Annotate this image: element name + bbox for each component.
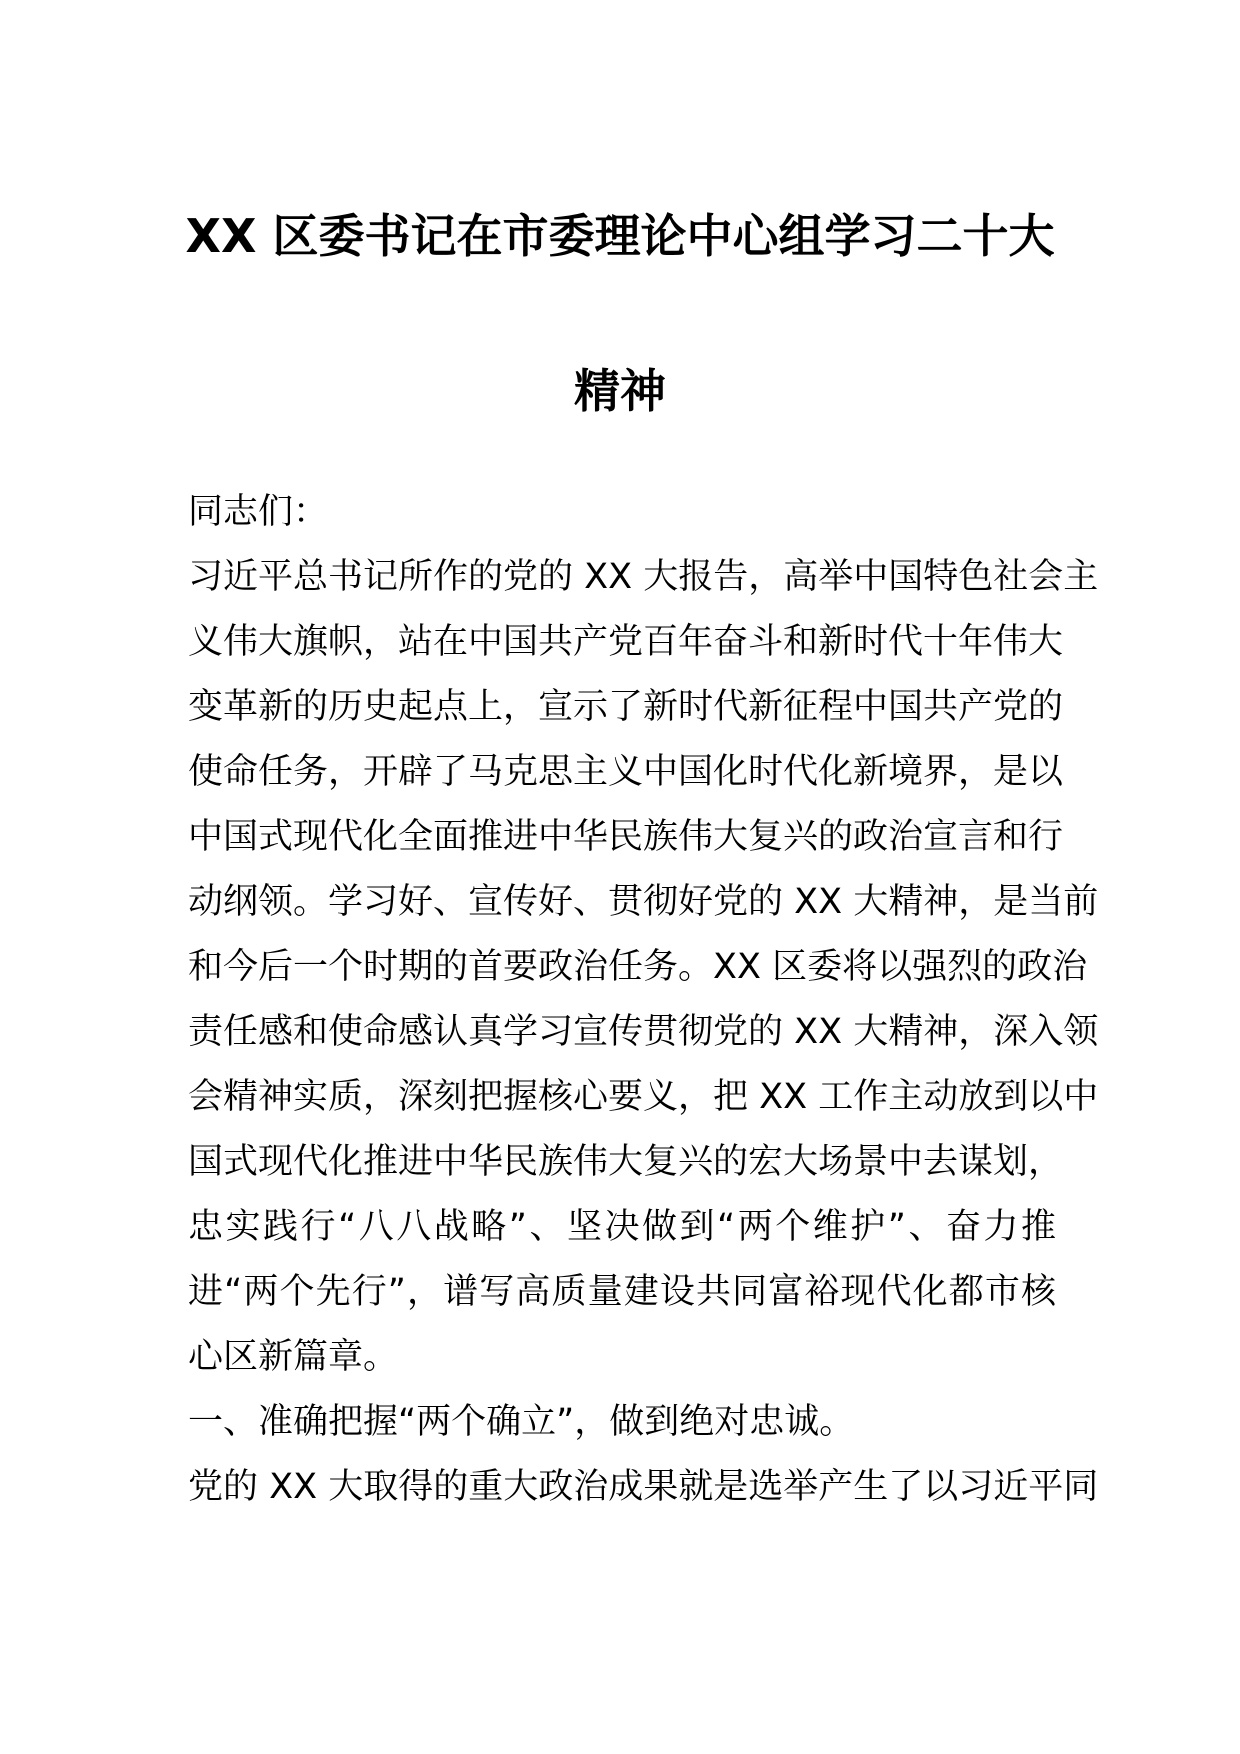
paragraph-2 [188, 1455, 1099, 1520]
paragraph-line: 责任感和使命感认真学习宣传贯彻党的 XX 大精神，深入领 [188, 1012, 1099, 1052]
paragraph-1 [188, 545, 1099, 1390]
paragraph-line: 进“两个先行”，谱写高质量建设共同富裕现代化都市核 [188, 1272, 1056, 1312]
paragraph-line: 忠实践行“八八战略”、坚决做到“两个维护”、奋力推 [188, 1207, 1056, 1247]
paragraph-line: 义伟大旗帜，站在中国共产党百年奋斗和新时代十年伟大 [188, 622, 1064, 662]
document-title-line-1: XX 区委书记在市委理论中心组学习二十大 [185, 209, 1055, 263]
document-body [188, 480, 1099, 1520]
paragraph-line: 党的 XX 大取得的重大政治成果就是选举产生了以习近平同 [188, 1467, 1099, 1507]
paragraph-line: 中国式现代化全面推进中华民族伟大复兴的政治宣言和行 [188, 817, 1064, 857]
document-title-line-2: 精神 [574, 364, 666, 418]
greeting: 同志们： [188, 492, 329, 532]
paragraph-line: 动纲领。学习好、宣传好、贯彻好党的 XX 大精神，是当前 [188, 882, 1099, 922]
paragraph-line: 习近平总书记所作的党的 XX 大报告，高举中国特色社会主 [188, 557, 1099, 597]
paragraph-line: 心区新篇章。 [188, 1337, 399, 1377]
paragraph-line: 使命任务，开辟了马克思主义中国化时代化新境界，是以 [188, 752, 1064, 792]
paragraph-line: 国式现代化推进中华民族伟大复兴的宏大场景中去谋划， [188, 1142, 1064, 1182]
paragraph-line: 和今后一个时期的首要政治任务。XX 区委将以强烈的政治 [188, 947, 1088, 987]
section-heading-1: 一、准确把握“两个确立”，做到绝对忠诚。 [188, 1402, 855, 1442]
paragraph-line: 变革新的历史起点上，宣示了新时代新征程中国共产党的 [188, 687, 1064, 727]
paragraph-line: 会精神实质，深刻把握核心要义，把 XX 工作主动放到以中 [188, 1077, 1099, 1117]
